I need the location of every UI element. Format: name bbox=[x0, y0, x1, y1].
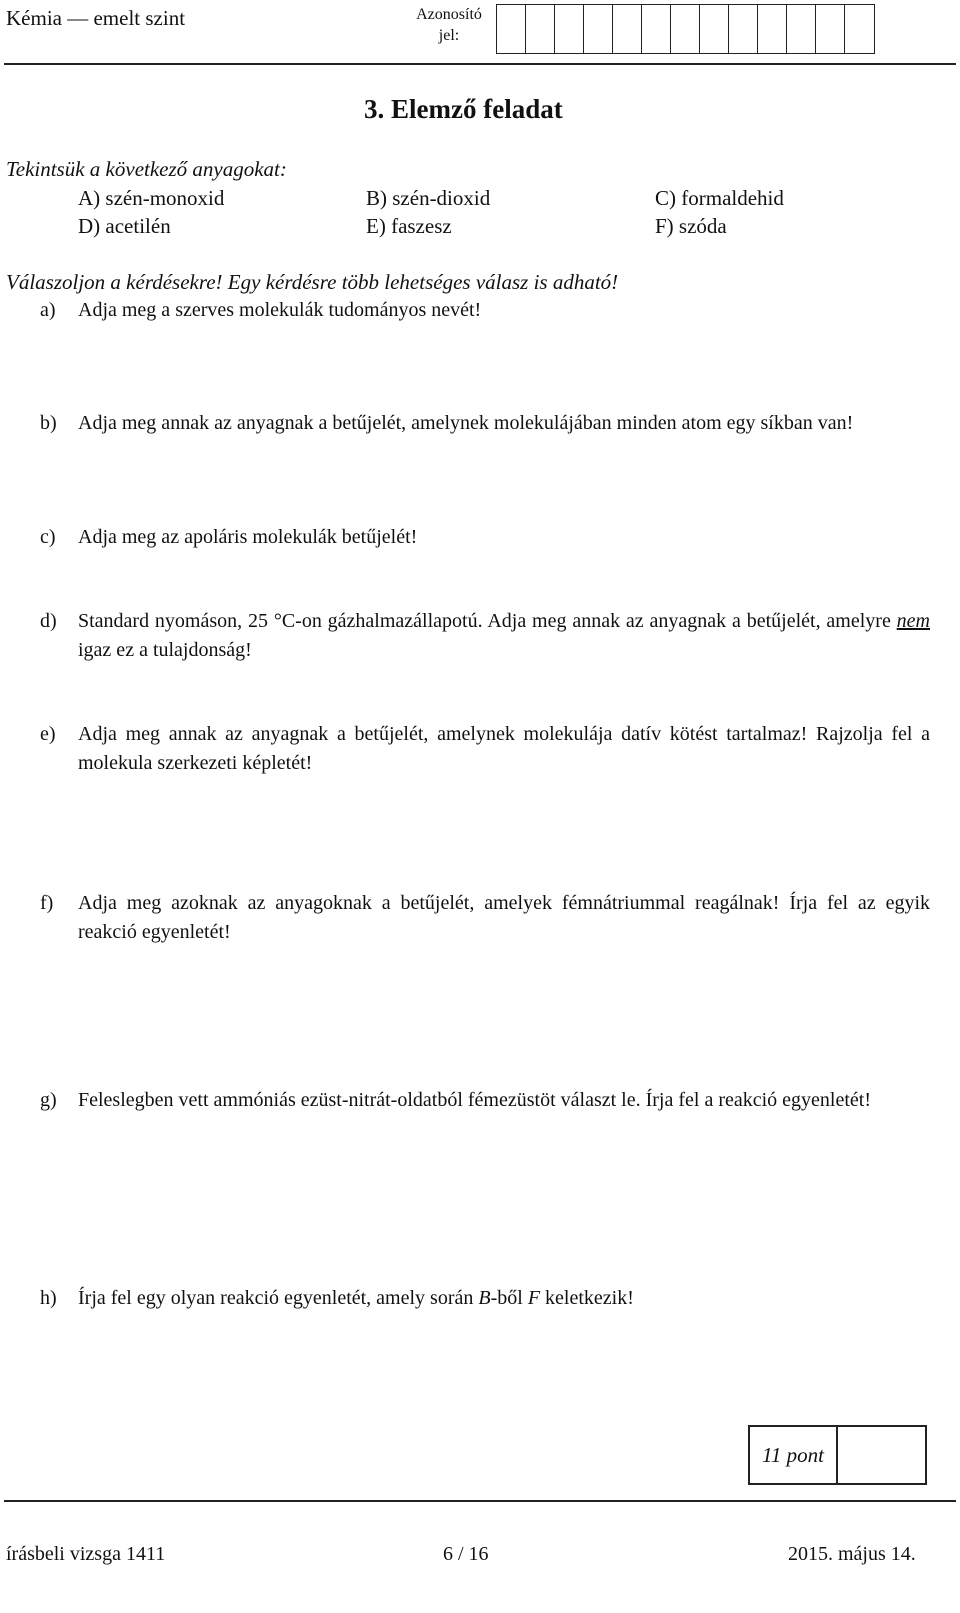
question-text: Feleslegben vett ammóniás ezüst-nitrát-oldatból fémezüstöt választ le. Írja fel a reakció egyenletét! bbox=[78, 1089, 872, 1111]
question-text-part: Írja fel egy olyan reakció egyenletét, amely során bbox=[78, 1287, 479, 1309]
question-letter: e) bbox=[40, 723, 56, 745]
question-text: Adja meg annak az anyagnak a betűjelét, amelynek molekulájában minden atom egy síkban van! bbox=[78, 412, 854, 434]
question-letter: d) bbox=[40, 610, 57, 632]
points-label: 11 pont bbox=[750, 1427, 838, 1483]
id-box[interactable] bbox=[729, 5, 758, 53]
question-letter: g) bbox=[40, 1089, 57, 1111]
header-divider bbox=[4, 63, 956, 65]
question-h bbox=[40, 1284, 930, 1313]
footer-divider bbox=[4, 1500, 956, 1502]
id-box[interactable] bbox=[671, 5, 700, 53]
substance-e: E) faszesz bbox=[366, 214, 452, 238]
question-c bbox=[40, 523, 930, 552]
footer-page-number: 6 / 16 bbox=[443, 1543, 489, 1565]
question-letter: c) bbox=[40, 526, 56, 548]
question-text-part: igaz ez a tulajdonság! bbox=[78, 639, 252, 661]
variable-b: B bbox=[478, 1287, 491, 1309]
id-label: Azonosító jel: bbox=[416, 6, 482, 44]
id-box[interactable] bbox=[584, 5, 613, 53]
question-text: Adja meg az apoláris molekulák betűjelét! bbox=[78, 526, 418, 548]
substance-a: A) szén-monoxid bbox=[78, 186, 225, 210]
id-box[interactable] bbox=[613, 5, 642, 53]
id-box[interactable] bbox=[497, 5, 526, 53]
substance-f: F) szóda bbox=[655, 214, 727, 238]
question-e bbox=[40, 720, 930, 778]
question-a bbox=[40, 296, 930, 325]
id-box[interactable] bbox=[555, 5, 584, 53]
question-letter: h) bbox=[40, 1287, 57, 1309]
task-title: 3. Elemző feladat bbox=[364, 94, 563, 124]
question-text bbox=[78, 1284, 930, 1313]
substance-d: D) acetilén bbox=[78, 214, 171, 238]
id-box[interactable] bbox=[642, 5, 671, 53]
footer-exam-code: írásbeli vizsga 1411 bbox=[6, 1543, 166, 1565]
id-box[interactable] bbox=[526, 5, 555, 53]
substance-c: C) formaldehid bbox=[655, 186, 784, 210]
id-boxes[interactable] bbox=[496, 4, 875, 54]
variable-f: F bbox=[527, 1287, 541, 1309]
id-box[interactable] bbox=[845, 5, 874, 53]
header-title: Kémia — emelt szint bbox=[6, 6, 186, 30]
question-text-part: Standard nyomáson, 25 °C-on gázhalmazállapotú. Adja meg annak az anyagnak a betűjelét, amelyre bbox=[78, 610, 897, 632]
question-text-part: keletkezik! bbox=[540, 1287, 634, 1309]
intro-text: Tekintsük a következő anyagokat: bbox=[6, 157, 287, 181]
points-box bbox=[748, 1425, 927, 1485]
question-letter: a) bbox=[40, 299, 56, 321]
emphasis-word: nem bbox=[896, 610, 930, 632]
question-text: Adja meg a szerves molekulák tudományos nevét! bbox=[78, 299, 482, 321]
points-score-field[interactable] bbox=[838, 1427, 925, 1483]
question-d bbox=[40, 607, 930, 665]
question-text: Adja meg annak az anyagnak a betűjelét, amelynek molekulája datív kötést tartalmaz! Rajzolja fel a molekula szerkezeti képletét! bbox=[78, 723, 930, 774]
footer-date: 2015. május 14. bbox=[788, 1543, 916, 1565]
question-text-part: -ből bbox=[490, 1287, 528, 1309]
question-f bbox=[40, 889, 930, 947]
instruction-text: Válaszoljon a kérdésekre! Egy kérdésre több lehetséges válasz is adható! bbox=[6, 270, 619, 294]
id-box[interactable] bbox=[816, 5, 845, 53]
question-b bbox=[40, 409, 930, 438]
question-letter: b) bbox=[40, 412, 57, 434]
id-box[interactable] bbox=[700, 5, 729, 53]
id-box[interactable] bbox=[787, 5, 816, 53]
question-g bbox=[40, 1086, 930, 1115]
question-letter: f) bbox=[40, 892, 54, 914]
question-text bbox=[78, 607, 930, 665]
substance-b: B) szén-dioxid bbox=[366, 186, 491, 210]
id-box[interactable] bbox=[758, 5, 787, 53]
question-text: Adja meg azoknak az anyagoknak a betűjelét, amelyek fémnátriummal reagálnak! Írja fel az egyik reakció egyenletét! bbox=[78, 892, 930, 943]
